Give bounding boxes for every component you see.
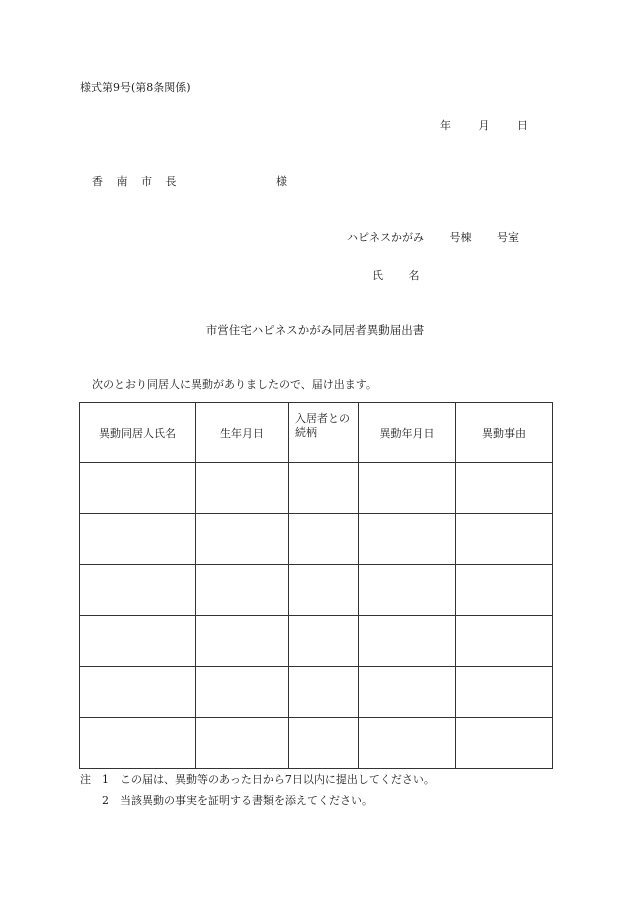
- cell-reason[interactable]: [456, 718, 553, 769]
- cell-change-date[interactable]: [359, 565, 456, 616]
- date-line: [440, 120, 528, 131]
- cell-reason[interactable]: [456, 514, 553, 565]
- note-number: 1: [102, 773, 109, 786]
- cell-relation[interactable]: [289, 463, 359, 514]
- addressee-char: 香: [92, 175, 103, 188]
- address-line: [347, 232, 519, 243]
- cell-name[interactable]: [80, 565, 196, 616]
- header-relation-line1: 入居者との: [295, 412, 350, 425]
- note-prefix: 注: [80, 773, 91, 786]
- cell-name[interactable]: [80, 667, 196, 718]
- date-month: 月: [478, 119, 490, 132]
- cell-name[interactable]: [80, 616, 196, 667]
- note-item-2: [80, 795, 373, 806]
- document-title: 市営住宅ハピネスかがみ同居者異動届出書: [205, 323, 425, 337]
- header-change-date: 異動年月日: [359, 403, 456, 463]
- header-relation: [289, 403, 359, 463]
- note-text: この届は、異動等のあった日から7日以内に提出してください。: [120, 773, 435, 786]
- note-item-1: [80, 774, 435, 785]
- cell-relation[interactable]: [289, 514, 359, 565]
- note-text: 当該異動の事実を証明する書類を添えてください。: [120, 794, 373, 807]
- cell-change-date[interactable]: [359, 718, 456, 769]
- block-label: 号棟: [449, 231, 472, 244]
- cell-change-date[interactable]: [359, 616, 456, 667]
- cell-birth-date[interactable]: [196, 463, 289, 514]
- header-reason: 異動事由: [456, 403, 553, 463]
- addressee-char: 南: [116, 175, 128, 188]
- cell-change-date[interactable]: [359, 463, 456, 514]
- date-year: 年: [440, 119, 451, 132]
- cell-relation[interactable]: [289, 616, 359, 667]
- cell-name[interactable]: [80, 718, 196, 769]
- table-row: [80, 514, 553, 565]
- cell-relation[interactable]: [289, 718, 359, 769]
- name-label-a: 氏: [372, 269, 383, 282]
- name-label-b: 名: [408, 269, 420, 282]
- table-row: [80, 667, 553, 718]
- date-day: 日: [517, 119, 528, 132]
- cell-relation[interactable]: [289, 565, 359, 616]
- cell-reason[interactable]: [456, 463, 553, 514]
- cell-name[interactable]: [80, 463, 196, 514]
- addressee-char: 市: [141, 175, 152, 188]
- cell-name[interactable]: [80, 514, 196, 565]
- building-name: ハピネスかがみ: [347, 231, 424, 244]
- addressee-honorific: 様: [276, 175, 287, 188]
- addressee-char: 長: [165, 175, 177, 188]
- intro-text: 次のとおり同居人に異動がありましたので、届け出ます。: [92, 378, 377, 391]
- cell-change-date[interactable]: [359, 667, 456, 718]
- cell-birth-date[interactable]: [196, 616, 289, 667]
- table-header-row: [80, 403, 553, 463]
- cell-change-date[interactable]: [359, 514, 456, 565]
- header-name: 異動同居人氏名: [80, 403, 196, 463]
- table-row: [80, 565, 553, 616]
- cell-birth-date[interactable]: [196, 667, 289, 718]
- header-relation-line2: 続柄: [295, 425, 317, 439]
- cell-reason[interactable]: [456, 616, 553, 667]
- applicant-name-line: [372, 270, 420, 281]
- table-row: [80, 616, 553, 667]
- room-label: 号室: [497, 231, 519, 244]
- cell-reason[interactable]: [456, 565, 553, 616]
- form-number-label: 様式第9号(第8条関係): [80, 81, 191, 94]
- table-row: [80, 463, 553, 514]
- header-birth-date: 生年月日: [196, 403, 289, 463]
- records-table: [79, 402, 553, 769]
- cell-birth-date[interactable]: [196, 565, 289, 616]
- cell-birth-date[interactable]: [196, 718, 289, 769]
- addressee-line: [92, 176, 287, 187]
- cell-relation[interactable]: [289, 667, 359, 718]
- note-number: 2: [102, 794, 109, 807]
- cell-birth-date[interactable]: [196, 514, 289, 565]
- cell-reason[interactable]: [456, 667, 553, 718]
- table-row: [80, 718, 553, 769]
